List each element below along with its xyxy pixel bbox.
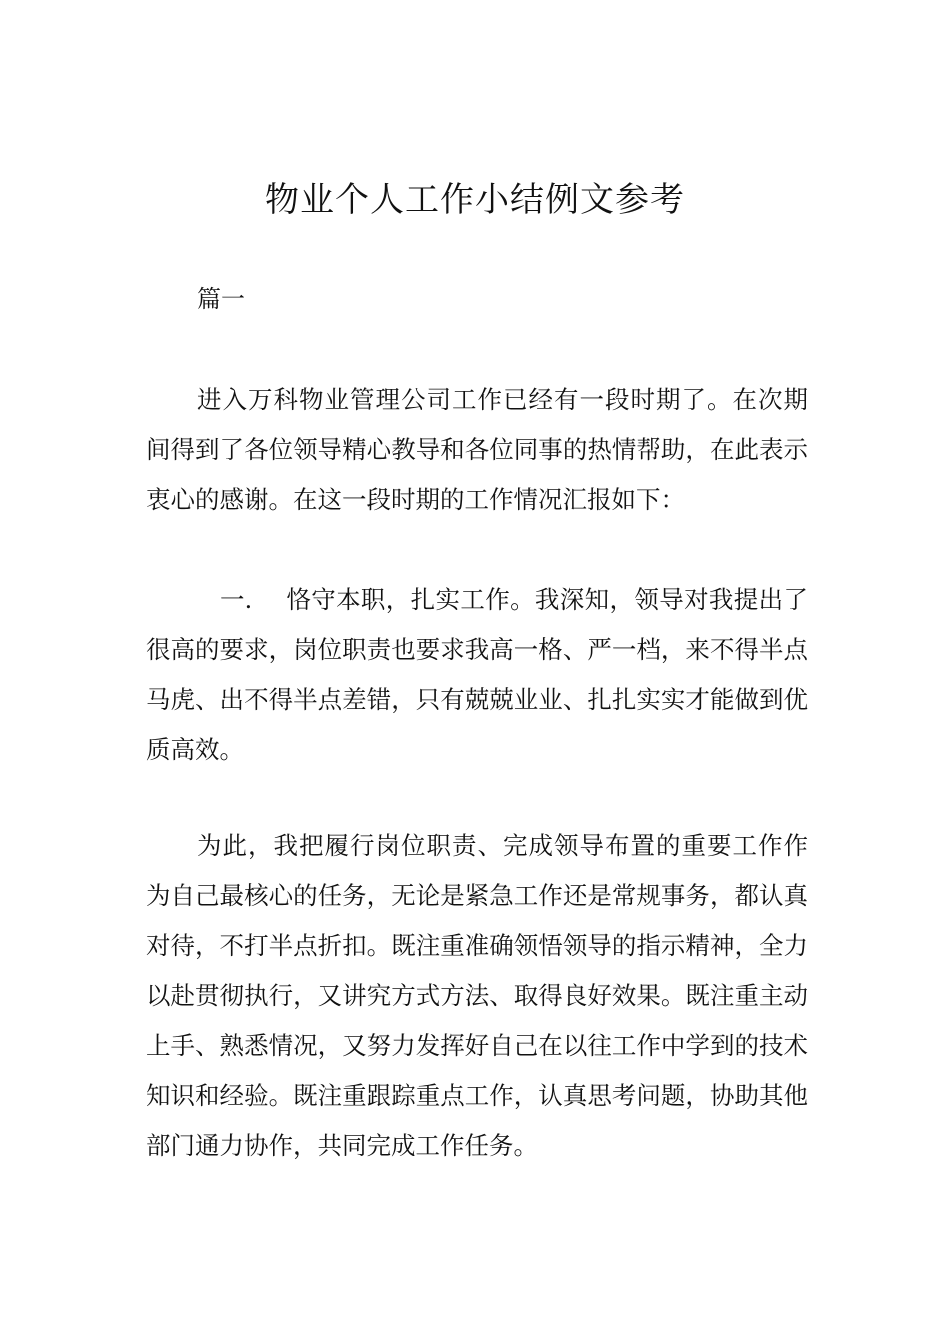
paragraph-intro (146, 375, 808, 525)
paragraph-duties-text: 为此，我把履行岗位职责、完成领导布置的重要工作作为自己最核心的任务，无论是紧急工作还是常规事务，都认真对待，不打半点折扣。既注重准确领悟领导的指示精神，全力以赴贯彻执行，又讲究方式方法、取得良好效果。既注重主动上手、熟悉情况，又努力发挥好自己在以往工作中学到的技术知识和经验。既注重跟踪重点工作，认真思考问题，协助其他部门通力协作，共同完成工作任务。 (146, 831, 808, 1160)
list-marker: 一. (220, 585, 253, 614)
paragraph-duties (146, 821, 808, 1171)
paragraph-item-one (146, 575, 808, 775)
paragraph-item-one-text: 恪守本职，扎实工作。我深知，领导对我提出了很高的要求，岗位职责也要求我高一格、严一档，来不得半点马虎、出不得半点差错，只有兢兢业业、扎扎实实才能做到优质高效。 (146, 585, 808, 764)
document-title: 物业个人工作小结例文参考 (265, 180, 685, 220)
section-label: 篇一 (197, 285, 245, 313)
paragraph-intro-text: 进入万科物业管理公司工作已经有一段时期了。在次期间得到了各位领导精心教导和各位同事的热情帮助，在此表示衷心的感谢。在这一段时期的工作情况汇报如下： (146, 385, 808, 514)
